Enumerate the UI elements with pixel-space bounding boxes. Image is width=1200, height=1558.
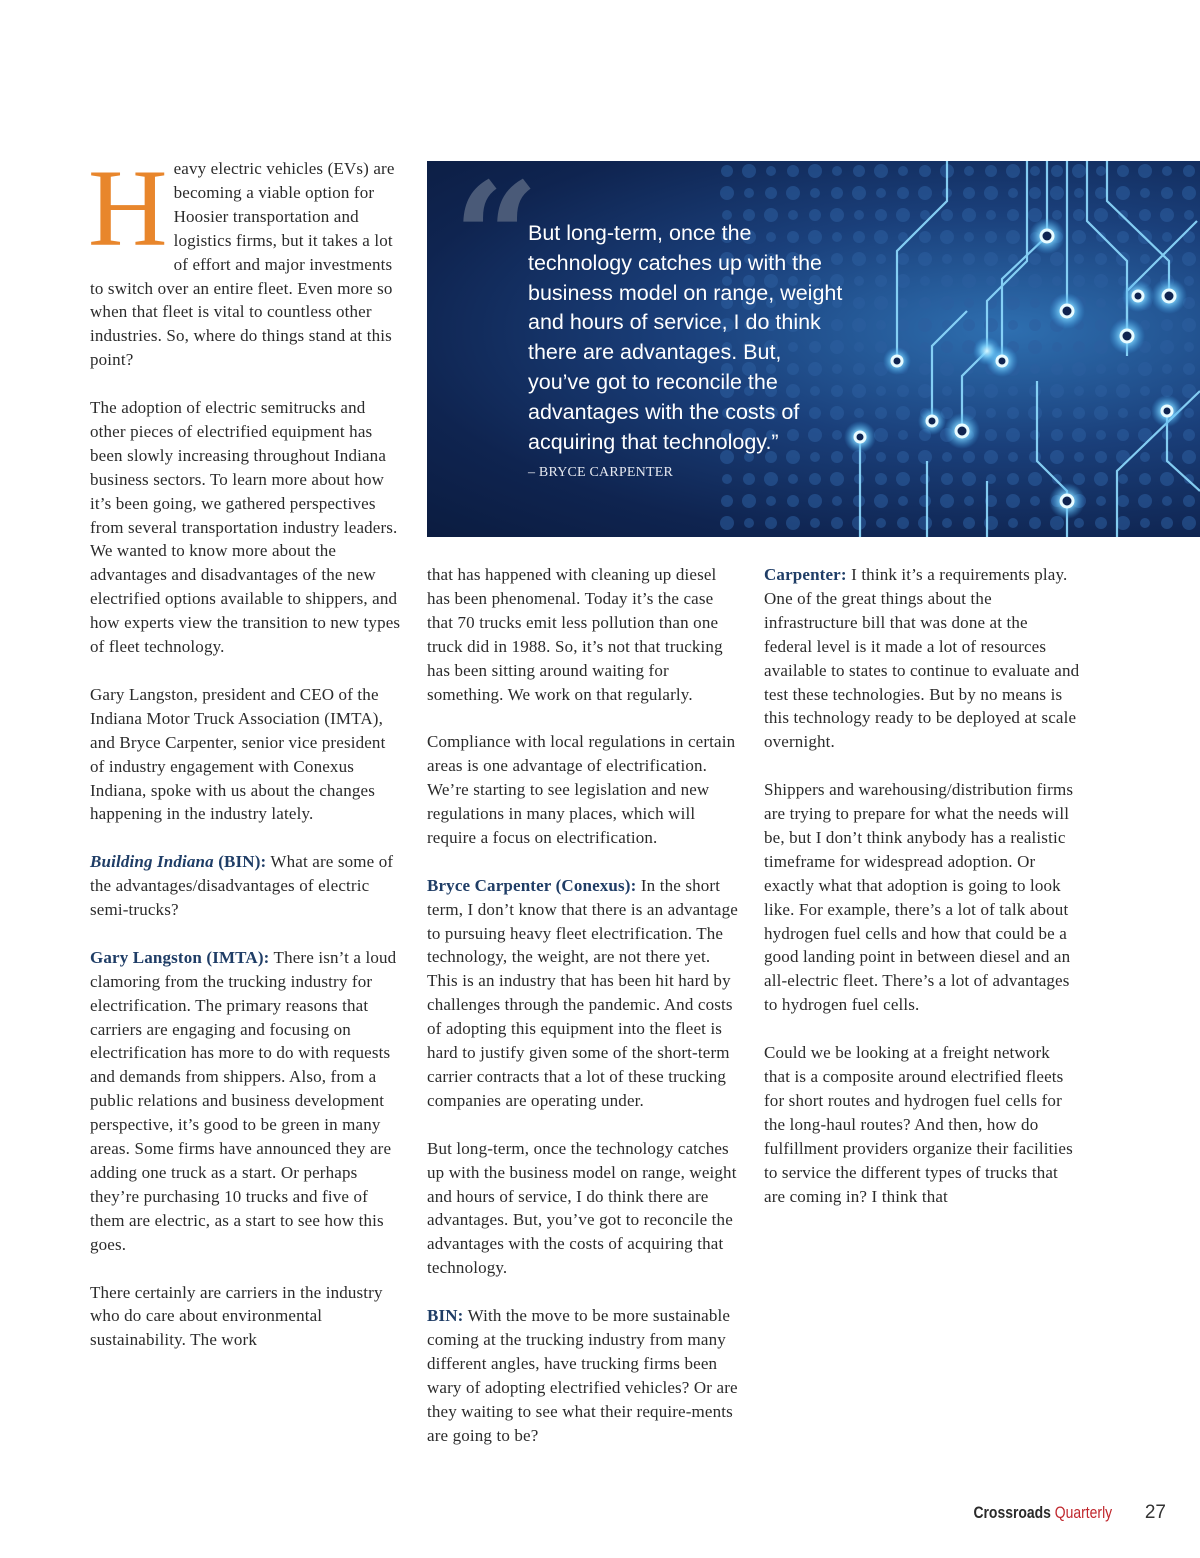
circuit-dot [786,516,800,530]
circuit-dot [742,164,756,178]
circuit-dot [1162,496,1172,506]
circuit-dot [920,474,930,484]
circuit-dot [1161,187,1173,199]
answer-1-paragraph-4: Compliance with local regulations in certain areas is one advantage of electrification. We’re starting to see legislation and new regulations in many places, which will require a focus on electrification. [427,732,736,847]
circuit-dot [918,186,932,200]
circuit-dot [852,384,866,398]
circuit-dot [720,186,734,200]
circuit-dot [1162,364,1172,374]
circuit-dot [941,473,953,485]
circuit-dot [964,232,974,242]
circuit-dot [1007,275,1019,287]
circuit-dot [786,186,800,200]
circuit-dot [984,252,998,266]
pull-quote-text: But long-term, once the technology catches up with the business model on range, weight and hours of service, I do think there are advantages. But, you’ve got to reconcile the advantages with the costs of acquiring that technology.” [528,221,843,454]
circuit-dot [940,362,954,376]
circuit-dot [1138,362,1152,376]
circuit-dot [1184,408,1194,418]
circuit-dot [1029,517,1041,529]
circuit-dot [1030,430,1040,440]
article-column-2 [427,563,743,1447]
circuit-dot [808,164,822,178]
circuit-dot [962,274,976,288]
circuit-dot [1095,319,1107,331]
circuit-dot [874,230,888,244]
circuit-dot [986,408,996,418]
circuit-dot [1030,298,1040,308]
circuit-dot [918,450,932,464]
circuit-dot [1160,472,1174,486]
circuit-dot [743,473,755,485]
circuit-dot [1007,473,1019,485]
circuit-dot [919,165,931,177]
circuit-dot [1074,452,1084,462]
circuit-dot [941,275,953,287]
circuit-dot [1074,386,1084,396]
circuit-dot [874,494,888,508]
circuit-dot [852,252,866,266]
publication-brand: Crossroads Quarterly [973,1503,1112,1522]
circuit-dot [1008,188,1018,198]
circuit-dot [722,474,732,484]
circuit-dot [1072,428,1086,442]
circuit-dot [963,187,975,199]
circuit-dot [721,495,733,507]
circuit-dot [896,406,910,420]
circuit-dot [1051,363,1063,375]
circuit-dot [919,363,931,375]
circuit-dot [852,318,866,332]
circuit-dot [962,472,976,486]
circuit-dot [1096,166,1106,176]
circuit-dot [809,473,821,485]
circuit-dot [875,209,887,221]
speaker-label: BIN: [427,1306,464,1326]
circuit-dot [1182,318,1196,332]
circuit-dot [1073,473,1085,485]
circuit-dot [1050,252,1064,266]
circuit-dot [853,297,865,309]
circuit-dot [808,494,822,508]
circuit-dot [1073,209,1085,221]
answer-2-paragraph-1: Bryce Carpenter (Conexus): In the short term, I don’t know that there is an advantage to pursuing heavy fleet electrification. The technology, the weight, are not there yet. This is an industry that has been hit hard by challenges through the pandemic. And costs of adopting this equipment into the fleet is hard to justify given some of the short-term carrier contracts that a lot of these trucking companies are operating under. [427,875,738,1110]
circuit-dot [1028,340,1042,354]
circuit-dot [787,165,799,177]
circuit-dot [1160,208,1174,222]
circuit-dot [919,495,931,507]
circuit-dot [853,231,865,243]
circuit-dot [1161,517,1173,529]
circuit-dot [964,496,974,506]
answer-3-paragraph-1: Carpenter: I think it’s a requirements play. One of the great things about the infrastructure bill that was done at the federal level is it made a lot of resources available to states to continue to evaluate and test these technologies. But by no means is this technology ready to be deployed at scale overnight. [764,565,1080,752]
circuit-dot [1118,408,1128,418]
circuit-dot [1140,452,1150,462]
circuit-dot [919,297,931,309]
circuit-dot [1184,210,1194,220]
circuit-dot [964,298,974,308]
circuit-dot [875,407,887,419]
circuit-dot [942,452,952,462]
circuit-dot [831,517,843,529]
circuit-dot [1052,276,1062,286]
circuit-dot [1006,494,1020,508]
circuit-dot [1006,230,1020,244]
circuit-dot [963,451,975,463]
circuit-dot [831,187,843,199]
circuit-dot [720,516,734,530]
circuit-dot [854,276,864,286]
circuit-dot [1182,450,1196,464]
circuit-dot [1028,472,1042,486]
circuit-dot [1030,496,1040,506]
circuit-dot [920,276,930,286]
speaker-label: Bryce Carpenter (Conexus): [427,875,637,895]
circuit-dot [1095,517,1107,529]
circuit-dot [1139,209,1151,221]
circuit-dot [1095,253,1107,265]
circuit-dot [1029,319,1041,331]
circuit-dot [1117,231,1129,243]
speaker-label: Building Indiana (BIN): [90,852,267,872]
circuit-dot [765,517,777,529]
question-1: Building Indiana (BIN): What are some of the advantages/disadvantages of electric semi-trucks? [90,852,394,920]
circuit-dot [854,408,864,418]
circuit-dot [1117,429,1129,441]
circuit-dot [1008,320,1018,330]
circuit-dot [1074,254,1084,264]
circuit-dot [853,363,865,375]
circuit-dot [985,165,997,177]
circuit-dot [898,430,908,440]
circuit-dot [940,230,954,244]
circuit-dot [876,518,886,528]
circuit-dot [897,253,909,265]
circuit-dot [1116,384,1130,398]
circuit-dot [1073,341,1085,353]
question-2: BIN: With the move to be more sustainable coming at the trucking industry from many different angles, have trucking firms been wary of adopting electrified vehicles? Or are they waiting to see what their require-ments are going to be? [427,1306,738,1445]
circuit-dot [918,318,932,332]
circuit-dot [941,341,953,353]
circuit-dot [1029,253,1041,265]
circuit-dot [1028,274,1042,288]
circuit-dot [898,166,908,176]
circuit-dot [964,166,974,176]
intro-paragraph-3: Gary Langston, president and CEO of the Indiana Motor Truck Association (IMTA), and Bryce Carpenter, senior vice president of industry engagement with Conexus Indiana, spoke with us about the changes happening in the industry lately. [90,684,386,824]
circuit-dot [1050,384,1064,398]
circuit-dot [876,386,886,396]
circuit-dot [1140,254,1150,264]
circuit-dot [963,253,975,265]
circuit-dot [1140,518,1150,528]
speaker-label: Carpenter: [764,565,847,584]
circuit-dot [1184,276,1194,286]
circuit-dot [1094,472,1108,486]
circuit-dot [1117,165,1129,177]
circuit-dot [1117,363,1129,375]
circuit-dot [1138,164,1152,178]
circuit-dot [1072,230,1086,244]
circuit-dot [1116,186,1130,200]
circuit-dot [941,209,953,221]
circuit-dot [986,276,996,286]
circuit-dot [963,517,975,529]
circuit-dot [985,231,997,243]
circuit-dot [875,473,887,485]
circuit-dot [766,496,776,506]
circuit-dot [1095,451,1107,463]
circuit-dot [1006,428,1020,442]
circuit-dot [810,518,820,528]
circuit-dot [1008,254,1018,264]
circuit-dot [1006,164,1020,178]
circuit-dot [1094,208,1108,222]
circuit-dot [919,231,931,243]
answer-1-paragraph-2: There certainly are carriers in the industry who do care about environmental sustainability. The work [90,1282,383,1350]
circuit-dot [874,296,888,310]
circuit-dot [1160,340,1174,354]
circuit-dot [898,298,908,308]
circuit-dot [1118,474,1128,484]
circuit-dot [1182,186,1196,200]
circuit-dot [1139,407,1151,419]
circuit-dot [1008,386,1018,396]
circuit-dot [942,386,952,396]
circuit-dot [962,208,976,222]
circuit-dot [918,516,932,530]
circuit-dot [1182,252,1196,266]
circuit-dot [1007,209,1019,221]
circuit-dot [897,451,909,463]
circuit-dot [963,319,975,331]
circuit-dot [1094,406,1108,420]
circuit-dot [1072,362,1086,376]
answer-2-paragraph-2: But long-term, once the technology catches up with the business model on range, weight and hours of service, I do think there are advantages. But, you’ve got to reconcile the advantages with the costs of acquiring that technology. [427,1138,737,1278]
circuit-dot [1182,516,1196,530]
circuit-dot [876,254,886,264]
speaker-label: Gary Langston (IMTA): [90,947,270,967]
circuit-dot [1072,164,1086,178]
circuit-dot [876,188,886,198]
circuit-dot [1140,188,1150,198]
circuit-dot [1052,408,1062,418]
answer-3-paragraph-3: Could we be looking at a freight network that is a composite around electrified fleets for short routes and hydrogen fuel cells for the long-haul routes? And then, how do fulfillment providers organize their facilities to service the different types of trucks that are coming in? I think that [764,1043,1073,1206]
circuit-dot [787,495,799,507]
circuit-dot [766,166,776,176]
quote-mark-icon: “ [453,161,540,326]
circuit-dot [940,494,954,508]
circuit-dot [1161,319,1173,331]
circuit-dot [721,165,733,177]
circuit-dot [830,472,844,486]
circuit-dot [744,518,754,528]
circuit-dot [985,429,997,441]
circuit-dot [1008,518,1018,528]
circuit-dot [742,494,756,508]
circuit-dot [854,210,864,220]
circuit-dot [764,472,778,486]
circuit-dot [1096,298,1106,308]
circuit-dot [874,428,888,442]
article-column-3 [764,563,1080,1208]
circuit-dot [788,474,798,484]
circuit-dot [1094,340,1108,354]
circuit-dot [1183,363,1195,375]
circuit-dot [1051,165,1063,177]
circuit-dot [897,517,909,529]
circuit-dot [1184,342,1194,352]
circuit-dot [1095,385,1107,397]
circuit-dot [765,187,777,199]
circuit-dot [920,342,930,352]
circuit-dot [810,188,820,198]
circuit-dot [876,320,886,330]
circuit-dot [942,254,952,264]
circuit-dot [1008,452,1018,462]
circuit-dot [898,496,908,506]
circuit-dot [896,472,910,486]
circuit-dot [853,165,865,177]
circuit-dot [1030,166,1040,176]
circuit-dot [1074,518,1084,528]
circuit-dot [852,186,866,200]
circuit-dot [1051,429,1063,441]
circuit-dot [984,450,998,464]
circuit-dot [1183,495,1195,507]
circuit-dot [918,384,932,398]
circuit-dot [1139,473,1151,485]
circuit-dot [1183,429,1195,441]
page-number: 27 [1144,1502,1166,1523]
circuit-dot [1050,186,1064,200]
circuit-dot [854,342,864,352]
circuit-dot [896,208,910,222]
circuit-dot [1028,406,1042,420]
circuit-dot [1095,187,1107,199]
circuit-dot [875,341,887,353]
circuit-dot [942,518,952,528]
circuit-dot [1183,165,1195,177]
circuit-dot [940,296,954,310]
circuit-dot [1050,450,1064,464]
pull-quote-attribution: – BRYCE CARPENTER [528,465,673,480]
circuit-dot [1073,407,1085,419]
circuit-dot [876,452,886,462]
circuit-dot [875,275,887,287]
circuit-dot [1096,430,1106,440]
circuit-dot [1052,342,1062,352]
circuit-dot [1094,274,1108,288]
intro-paragraph-2: The adoption of electric semitrucks and other pieces of electrified equipment has been slowly increasing throughout Indiana business sectors. To learn more about how it’s been going, we gathered perspectives from several transportation industry leaders. We wanted to know more about the advantages and disadvantages of the new electrified options available to shippers, and how experts view the transition to new types of fleet technology. [90,398,401,657]
circuit-dot [1074,188,1084,198]
circuit-dot [744,188,754,198]
circuit-dot [897,187,909,199]
circuit-dot [832,496,842,506]
circuit-dot [1138,494,1152,508]
circuit-dot [1162,166,1172,176]
circuit-dot [897,319,909,331]
circuit-dot [1007,407,1019,419]
circuit-dot [963,385,975,397]
circuit-dot [1073,275,1085,287]
pull-quote-panel [427,161,1200,537]
intro-paragraph-1: Heavy electric vehicles (EVs) are becoming a viable option for Hoosier transportation and logistics firms, but it takes a lot of effort and major investments to switch over an entire fleet. Even more so when that fleet is vital to countless other industries. So, where do things stand at this point? [88,147,395,370]
circuit-dot [1029,385,1041,397]
circuit-dot [1006,296,1020,310]
drop-cap: H [88,147,168,269]
circuit-dot [984,384,998,398]
circuit-dot [986,210,996,220]
article-column-1 [88,147,402,1352]
circuit-dot [1030,364,1040,374]
circuit-dot [918,252,932,266]
circuit-dot [984,186,998,200]
circuit-dot [1029,187,1041,199]
circuit-dot [1140,386,1150,396]
circuit-dot [1029,451,1041,463]
circuit-dot [1096,364,1106,374]
answer-3-paragraph-2: Shippers and warehousing/distribution firms are trying to prepare for what the needs will be, but I don’t think anybody has a realistic timeframe for widespread adoption. Or exactly what that adoption is going to look like. For example, there’s a lot of talk about hydrogen fuel cells and how that could be a good landing point in between diesel and an all-electric fleet. There’s a lot of advantages to hydrogen fuel cells. [764,780,1074,1015]
circuit-dot [1096,496,1106,506]
circuit-dot [1052,210,1062,220]
circuit-dot [832,166,842,176]
circuit-dot [1117,495,1129,507]
circuit-dot [874,164,888,178]
answer-1-paragraph-3: that has happened with cleaning up diesel has been phenomenal. Today it’s the case that 70 trucks emit less pollution than one truck did in 1988. So, it’s not that trucking has been sitting around waiting for something. We work on that regularly. [427,565,723,704]
circuit-dot [1162,232,1172,242]
answer-1-paragraph-1: Gary Langston (IMTA): There isn’t a loud clamoring from the trucking industry for electrification. The primary reasons that carriers are engaging and focusing on electrification has more to do with requests and demands from shippers. Also, from a public relations and business development perspective, it’s good to be green in many areas. Some firms have announced they are adding one truck as a start. Or perhaps they’re purchasing 10 trucks and five of them are electric, as a start to see how this goes. [90,947,397,1254]
circuit-dot [897,385,909,397]
